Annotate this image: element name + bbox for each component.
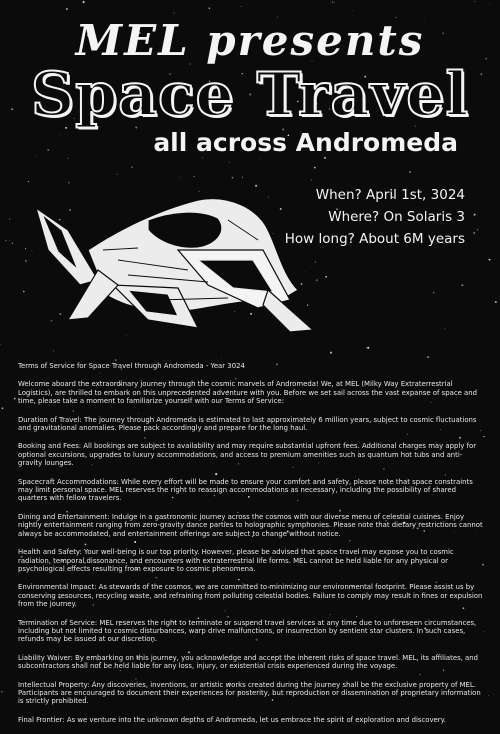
star: [433, 292, 434, 293]
star: [0, 344, 1, 345]
star: [124, 341, 125, 342]
star: [5, 240, 7, 242]
star: [115, 359, 117, 361]
event-date: When? April 1st, 3024: [285, 184, 465, 206]
star: [444, 328, 445, 329]
terms-duration: Duration of Travel: The journey through Andromeda is estimated to last approximately 6 million years, subject to cosmic fluctuations and gravitational anomalies. Please pack accordingly and prepare for the long haul.: [18, 416, 486, 433]
star: [401, 291, 402, 292]
event-info: [285, 184, 465, 250]
star: [475, 1, 476, 2]
event-duration: How long? About 6M years: [285, 228, 465, 250]
star: [477, 229, 478, 230]
star: [68, 182, 70, 184]
star: [194, 176, 195, 177]
terms-ip: Intellectual Property: Any discoveries, inventions, or artistic works created during the journey shall be the exclusive property of MEL. Participants are encouraged to document their experiences for posterity, but reproduction or dissemination of proprietary information is strictly prohibited.: [18, 681, 486, 706]
star: [461, 284, 463, 286]
terms-welcome: Welcome aboard the extraordinary journey through the cosmic marvels of Andromeda! We, at MEL (Milky Way Extraterrestrial Logistics), are thrilled to embark on this unprecedented adventure with you. Before we set sail across the vast expanse of space and time, please take a moment to familiarize yourself with our Terms of Service:: [18, 380, 486, 405]
star: [66, 8, 68, 10]
star: [366, 347, 367, 348]
star: [334, 2, 335, 3]
main-title: Space Travel: [0, 62, 500, 128]
star: [242, 177, 243, 178]
star: [427, 356, 429, 358]
star: [23, 291, 25, 293]
star: [174, 12, 175, 13]
star: [83, 1, 85, 3]
terms-environment: Environmental Impact: As stewards of the cosmos, we are committed to minimizing our environmental footprint. Please assist us by conserving resources, recycling waste, and refraining from polluting celestial bodies. Failure to comply may result in fines or expulsion from the journey.: [18, 583, 486, 608]
star: [9, 240, 10, 241]
terms-of-service: [18, 362, 486, 734]
star: [314, 167, 316, 169]
subtitle: all across Andromeda: [0, 128, 500, 158]
star: [25, 248, 26, 249]
star: [28, 181, 29, 182]
star: [232, 177, 234, 179]
star: [488, 695, 489, 696]
star: [2, 407, 4, 409]
star: [209, 7, 210, 8]
star: [311, 179, 312, 180]
spaceship-illustration: [28, 190, 318, 340]
star: [489, 3, 490, 4]
star: [229, 162, 230, 163]
star: [6, 173, 7, 174]
star: [332, 1, 333, 2]
star: [325, 276, 327, 278]
presenter-title: MEL presents: [0, 18, 500, 64]
star: [495, 301, 497, 303]
star: [117, 174, 118, 175]
star: [255, 185, 257, 187]
star: [367, 347, 369, 349]
star: [352, 10, 353, 11]
terms-booking: Booking and Fees: All bookings are subject to availability and may require substantial upfront fees. Additional charges may apply for optional excursions, upgrades to luxury accommodations, and access to premium amenities such as quantum hot tubs and anti-gravity lounges.: [18, 442, 486, 467]
star: [409, 171, 411, 173]
star: [53, 350, 54, 351]
terms-liability: Liability Waiver: By embarking on this journey, you acknowledge and accept the inherent risks of space travel. MEL, its affiliates, and subcontractors shall not be held liable for any loss, injury, or existential crisis experienced during the voyage.: [18, 654, 486, 671]
star: [221, 358, 222, 359]
terms-health: Health and Safety: Your well-being is our top priority. However, please be advised that space travel may expose you to cosmic radiation, temporal dissonance, and encounters with extraterrestrial life forms. MEL cannot be held liable for any physical or psychological effects resulting from exposure to cosmic phenomena.: [18, 548, 486, 573]
terms-accommodations: Spacecraft Accommodations: While every effort will be made to ensure your comfort and safety, please note that space constraints may limit personal space. MEL reserves the right to reassign accommodations as necessary, including the possibility of shared quarters with fellow travelers.: [18, 478, 486, 503]
star: [180, 177, 181, 178]
terms-frontier: Final Frontier: As we venture into the unknown depths of Andromeda, let us embrace the spirit of exploration and discovery.: [18, 716, 486, 724]
star: [474, 214, 476, 216]
star: [12, 243, 13, 244]
star: [9, 218, 11, 220]
event-location: Where? On Solaris 3: [285, 206, 465, 228]
star: [241, 6, 242, 7]
terms-termination: Termination of Service: MEL reserves the right to terminate or suspend travel services at any time due to unforeseen circumstances, including but not limited to cosmic disturbances, warp drive malfunctions, or insurrection by sentient star clusters. In such cases, refunds may be issued at our discretion.: [18, 619, 486, 644]
star: [489, 259, 491, 261]
star: [14, 398, 16, 400]
terms-heading: Terms of Service for Space Travel through Andromeda - Year 3024: [18, 362, 486, 370]
star: [486, 202, 487, 203]
terms-dining: Dining and Entertainment: Indulge in a gastronomic journey across the cosmos with our diverse menu of celestial cuisines. Enjoy nightly entertainment ranging from zero-gravity dance parties to holographic symphonies. Please note that dietary restrictions cannot always be accommodated, and entertainment offerings are subject to change without notice.: [18, 513, 486, 538]
star: [1, 691, 3, 693]
star: [25, 260, 26, 261]
star: [131, 166, 133, 168]
star: [164, 361, 165, 362]
star: [473, 232, 475, 234]
star: [330, 352, 332, 354]
